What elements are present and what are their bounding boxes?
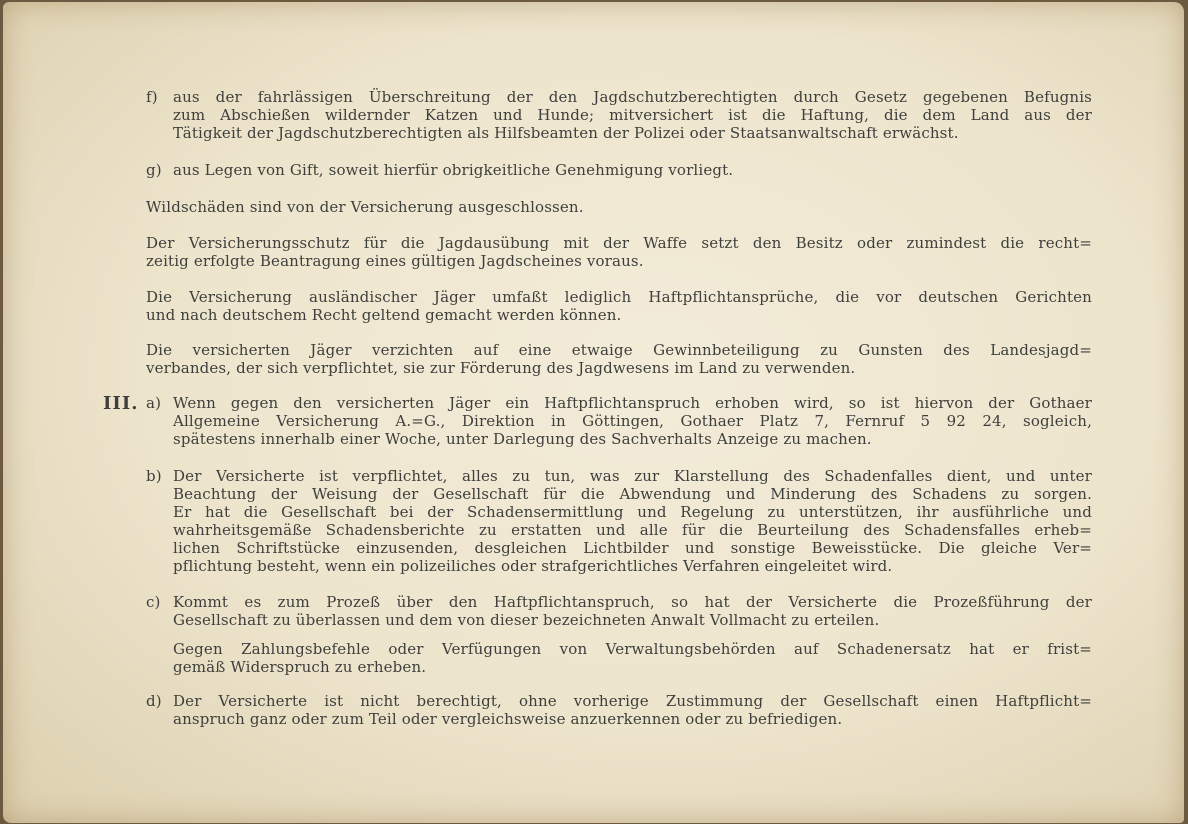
item-d-label: d): [146, 692, 162, 710]
item-c-sub: Gegen Zahlungsbefehle oder Verfügungen von Verwaltungsbehörden auf Schadenersatz hat er frist= gemäß Widerspruch zu erheben.: [173, 640, 1092, 676]
para-versicherungsschutz: Der Versicherungsschutz für die Jagdausübung mit der Waffe setzt den Besitz oder zumindest die recht= zeitig erfolgte Beantragung eines gültigen Jagdscheines voraus.: [146, 234, 1092, 270]
section-iii-numeral: III.: [103, 393, 139, 414]
para-auslaendisch: Die Versicherung ausländischer Jäger umfaßt lediglich Haftpflichtansprüche, die vor deutschen Gerichten und nach deutschem Recht geltend gemacht werden können.: [146, 288, 1092, 324]
item-d: Der Versicherte ist nicht berechtigt, ohne vorherige Zustimmung der Gesellschaft einen Haftpflicht= anspruch ganz oder zum Teil oder vergleichsweise anzuerkennen oder zu befriedigen.: [173, 692, 1092, 728]
item-f: [173, 88, 1092, 142]
item-f-line: zum Abschießen wildernder Katzen und Hunde; mitversichert ist die Haftung, die dem Land aus der: [173, 106, 1092, 124]
para-gewinnbeteiligung: Die versicherten Jäger verzichten auf eine etwaige Gewinnbeteiligung zu Gunsten des Landesjagd= verbandes, der sich verpflichtet, sie zur Förderung des Jagdwesens im Land zu verwenden.: [146, 341, 1092, 377]
para-wildschaeden: Wildschäden sind von der Versicherung ausgeschlossen.: [146, 198, 584, 216]
item-f-label: f): [146, 88, 158, 106]
item-g-label: g): [146, 161, 162, 179]
item-c: Kommt es zum Prozeß über den Haftpflichtanspruch, so hat der Versicherte die Prozeßführung der Gesellschaft zu überlassen und dem von dieser bezeichneten Anwalt Vollmacht zu erteilen.: [173, 593, 1092, 629]
item-g-text: aus Legen von Gift, soweit hierfür obrigkeitliche Genehmigung vorliegt.: [173, 161, 734, 179]
item-a-label: a): [146, 394, 162, 412]
item-b-label: b): [146, 467, 162, 485]
item-a: Wenn gegen den versicherten Jäger ein Haftpflichtanspruch erhoben wird, so ist hiervon der Gothaer Allgemeine Versicherung A.=G., Direktion in Göttingen, Gothaer Platz 7, Fernruf 5 92 24, sogleich, spätestens innerhalb einer Woche, unter Darlegung des Sachverhalts Anzeige zu machen.: [173, 394, 1092, 448]
item-f-line: aus der fahrlässigen Überschreitung der den Jagdschutzberechtigten durch Gesetz gegebenen Befugnis: [173, 88, 1092, 106]
item-f-line: Tätigkeit der Jagdschutzberechtigten als Hilfsbeamten der Polizei oder Staatsanwaltschaft erwächst.: [173, 124, 959, 142]
item-g: [173, 161, 733, 179]
item-c-label: c): [146, 593, 161, 611]
item-b: Der Versicherte ist verpflichtet, alles zu tun, was zur Klarstellung des Schadenfalles dient, und unter Beachtung der Weisung der Gesellschaft für die Abwendung und Minderung des Schadens zu sorgen. Er hat die Gesellschaft bei der Schadensermittlung und Regelung zu unterstützen, ihr ausführliche und wahrheitsgemäße Schadensberichte zu erstatten und alle für die Beurteilung des Schadensfalles erheb= lichen Schriftstücke einzusenden, desgleichen Lichtbilder und sonstige Beweisstücke. Die gleiche Ver= pflichtung besteht, wenn ein polizeiliches oder strafgerichtliches Verfahren eingeleitet wird.: [173, 467, 1092, 575]
